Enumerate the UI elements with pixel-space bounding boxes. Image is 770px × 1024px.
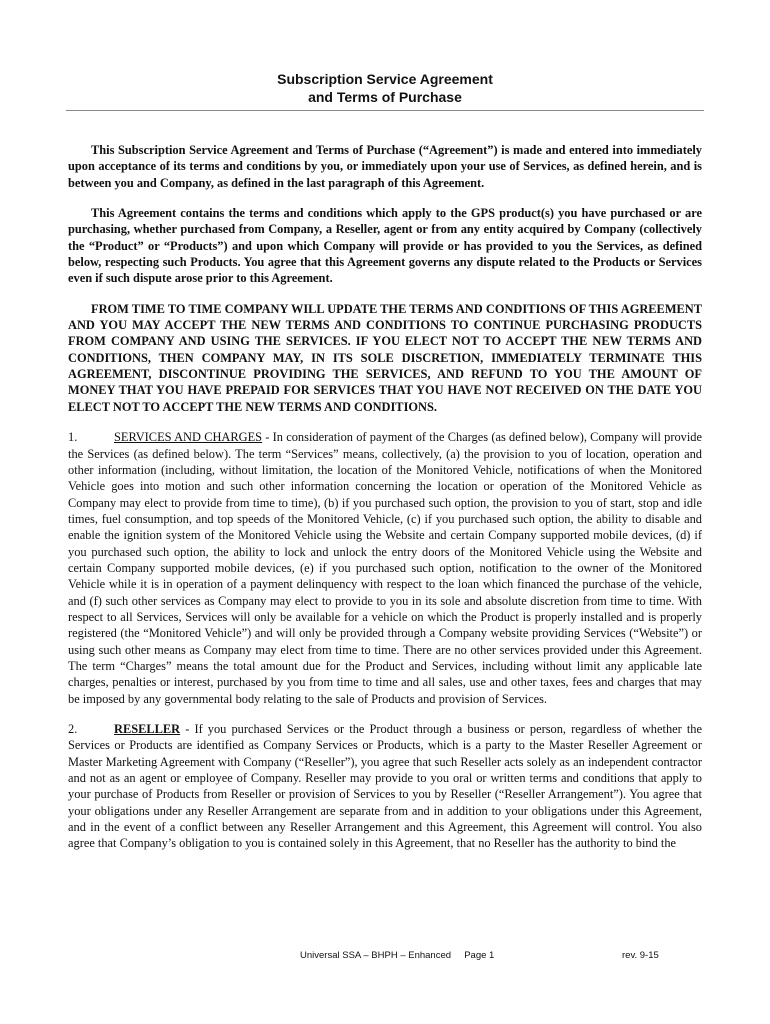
page-title — [66, 70, 704, 106]
section-number: 2. — [68, 722, 78, 736]
title-divider — [66, 110, 704, 111]
intro-paragraph: This Subscription Service Agreement and Terms of Purchase (“Agreement”) is made and entered into immediately upon acceptance of its terms and conditions by you, or immediately upon your use of Services, as defined herein, and is between you and Company, as defined in the last paragraph of this Agreement. — [68, 143, 702, 190]
section-text: - In consideration of payment of the Charges (as defined below), Company will provide the Services (as defined below). The term “Services” means, collectively, (a) the provision to you of location, operation and other information (including, without limitation, the location of the Monitored Vehicle, notifications of when the Monitored Vehicle goes into motion and such other information concerning the location or operation of the Monitored Vehicle as Company may elect to provide from time to time), (b) if you purchased such option, the provision to you of start, stop and idle times, fuel consumption, and top speeds of the Monitored Vehicle, (c) if you purchased such option, the ability to disable and enable the ignition system of the Monitored Vehicle using the Website and certain Company supported mobile devices, (d) if you purchased such option, the ability to lock and unlock the entry doors of the Monitored Vehicle using the Website and certain Company supported mobile devices, (e) if you purchased such option, notification to the owner of the Monitored Vehicle while it is in operation of a payment delinquency with respect to the loan which financed the purchase of the vehicle, and (f) such other services as Company may elect to provide to you in its sole and absolute discretion from time to time. With respect to all Services, Services will only be available for a vehicle on which the Product is properly installed and is properly registered (the “Monitored Vehicle”) and will only be provided through a Company website providing Services (“Website”) or using such other means as Company may elect from time to time. There are no other services provided under this Agreement. The term “Charges” means the total amount due for the Product and Services, including without limit any applicable late charges, penalties or interest, purchased by you from time to time and all sales, use and other taxes, fees and charges that may be imposed by any governmental body relating to the sale of Products and provision of Services. — [68, 430, 702, 706]
section-reseller — [68, 721, 702, 852]
section-text: - If you purchased Services or the Product through a business or person, regardless of whether the Services or Products are identified as Company Services or Products, which is a party to the Master Reseller Agreement or Master Marketing Agreement with Company (“Reseller”), you agree that such Reseller acts solely as an independent contractor and not as an agent or employee of Company. Reseller may provide to you oral or written terms and conditions that apply to your purchase of Products from Reseller or provision of Services to you by Reseller (“Reseller Arrangement”). You agree that your obligations under any Reseller Arrangement are separate from and in addition to your obligations under this Agreement, and in the event of a conflict between any Reseller Arrangement and this Agreement, this Agreement will control. You also agree that Company’s obligation to you is contained solely in this Agreement, that no Reseller has the authority to bind the — [68, 722, 702, 851]
section-heading: SERVICES AND CHARGES — [114, 430, 263, 445]
title-line-2: and Terms of Purchase — [308, 89, 462, 105]
title-line-1: Subscription Service Agreement — [277, 71, 493, 87]
section-heading: RESELLER — [114, 722, 181, 736]
section-services-and-charges — [68, 429, 702, 707]
footer-revision: rev. 9-15 — [622, 950, 659, 961]
footer-document-info: Universal SSA – BHPH – Enhanced Page 1 — [300, 950, 495, 961]
section-number: 1. — [68, 430, 78, 445]
scope-paragraph: This Agreement contains the terms and conditions which apply to the GPS product(s) you have purchased or are purchasing, whether purchased from Company, a Reseller, agent or from any entity acquired by Company (collectively the “Product” or “Products”) and upon which Company will provide or has provided to you the Services, as defined below, respecting such Products. You agree that this Agreement governs any dispute related to the Products or Services even if such dispute arose prior to this Agreement. — [68, 206, 702, 286]
agreement-body — [68, 142, 702, 866]
update-notice-paragraph: FROM TIME TO TIME COMPANY WILL UPDATE THE TERMS AND CONDITIONS OF THIS AGREEMENT AND YOU MAY ACCEPT THE NEW TERMS AND CONDITIONS TO CONTINUE PURCHASING PRODUCTS FROM COMPANY AND USING THE SERVICES. IF YOU ELECT NOT TO ACCEPT THE NEW TERMS AND CONDITIONS, THEN COMPANY MAY, IN ITS SOLE DISCRETION, IMMEDIATELY TERMINATE THIS AGREEMENT, DISCONTINUE PROVIDING THE SERVICES, AND REFUND TO YOU THE AMOUNT OF MONEY THAT YOU HAVE PREPAID FOR SERVICES THAT YOU HAVE NOT RECEIVED ON THE DATE YOU ELECT NOT TO ACCEPT THE NEW TERMS AND CONDITIONS. — [68, 301, 702, 414]
